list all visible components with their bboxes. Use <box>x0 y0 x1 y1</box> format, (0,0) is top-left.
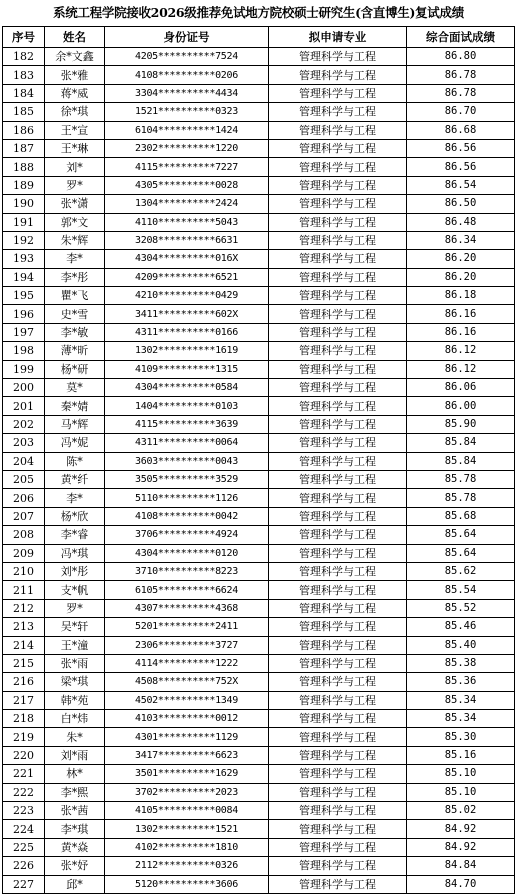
row-index: 215 <box>3 654 45 672</box>
row-name: 王*潼 <box>45 636 105 654</box>
row-id-number: 1302**********1619 <box>105 342 269 360</box>
row-name: 李*睿 <box>45 526 105 544</box>
row-name: 李* <box>45 250 105 268</box>
row-major: 管理科学与工程 <box>269 158 407 176</box>
row-id-number: 3208**********6631 <box>105 231 269 249</box>
row-name: 李*彤 <box>45 268 105 286</box>
row-id-number: 4102**********1810 <box>105 838 269 856</box>
row-name: 李*琪 <box>45 820 105 838</box>
row-score: 86.54 <box>407 176 515 194</box>
table-row <box>3 48 515 66</box>
row-major: 管理科学与工程 <box>269 213 407 231</box>
table-row <box>3 526 515 544</box>
row-major: 管理科学与工程 <box>269 195 407 213</box>
row-id-number: 1302**********1521 <box>105 820 269 838</box>
row-score: 86.48 <box>407 213 515 231</box>
row-major: 管理科学与工程 <box>269 379 407 397</box>
row-score: 85.62 <box>407 562 515 580</box>
row-name: 冯*妮 <box>45 434 105 452</box>
table-row <box>3 728 515 746</box>
row-score: 86.20 <box>407 250 515 268</box>
row-major: 管理科学与工程 <box>269 397 407 415</box>
row-name: 黄*焱 <box>45 838 105 856</box>
row-name: 罗* <box>45 176 105 194</box>
table-row <box>3 470 515 488</box>
row-id-number: 4110**********5043 <box>105 213 269 231</box>
table-row <box>3 379 515 397</box>
row-major: 管理科学与工程 <box>269 654 407 672</box>
table-row <box>3 84 515 102</box>
row-index: 216 <box>3 673 45 691</box>
row-major: 管理科学与工程 <box>269 765 407 783</box>
row-id-number: 2112**********0326 <box>105 857 269 875</box>
table-row <box>3 673 515 691</box>
row-id-number: 2306**********3727 <box>105 636 269 654</box>
row-id-number: 1404**********0103 <box>105 397 269 415</box>
table-row <box>3 213 515 231</box>
row-name: 薄*昕 <box>45 342 105 360</box>
row-id-number: 4305**********0028 <box>105 176 269 194</box>
table-row <box>3 360 515 378</box>
row-id-number: 3710**********8223 <box>105 562 269 580</box>
row-name: 朱* <box>45 728 105 746</box>
row-index: 196 <box>3 305 45 323</box>
table-row <box>3 618 515 636</box>
row-name: 李*熙 <box>45 783 105 801</box>
row-major: 管理科学与工程 <box>269 323 407 341</box>
row-id-number: 4108**********0042 <box>105 507 269 525</box>
row-name: 杨*欣 <box>45 507 105 525</box>
row-index: 189 <box>3 176 45 194</box>
row-score: 85.02 <box>407 802 515 820</box>
table-row <box>3 452 515 470</box>
row-major: 管理科学与工程 <box>269 250 407 268</box>
row-major: 管理科学与工程 <box>269 470 407 488</box>
row-major: 管理科学与工程 <box>269 507 407 525</box>
row-index: 204 <box>3 452 45 470</box>
table-row <box>3 231 515 249</box>
row-index: 221 <box>3 765 45 783</box>
row-name: 冯*琪 <box>45 544 105 562</box>
row-id-number: 4502**********1349 <box>105 691 269 709</box>
row-major: 管理科学与工程 <box>269 875 407 893</box>
header-name: 姓名 <box>45 27 105 48</box>
row-name: 史*雪 <box>45 305 105 323</box>
row-index: 190 <box>3 195 45 213</box>
row-index: 186 <box>3 121 45 139</box>
row-score: 84.92 <box>407 820 515 838</box>
row-index: 213 <box>3 618 45 636</box>
row-id-number: 4301**********1129 <box>105 728 269 746</box>
row-id-number: 4210**********0429 <box>105 287 269 305</box>
row-name: 王*宣 <box>45 121 105 139</box>
row-index: 218 <box>3 710 45 728</box>
table-row <box>3 802 515 820</box>
row-id-number: 4115**********3639 <box>105 415 269 433</box>
row-index: 201 <box>3 397 45 415</box>
row-major: 管理科学与工程 <box>269 746 407 764</box>
table-row <box>3 599 515 617</box>
header-score: 综合面试成绩 <box>407 27 515 48</box>
row-name: 张*雅 <box>45 66 105 84</box>
row-index: 187 <box>3 139 45 157</box>
row-major: 管理科学与工程 <box>269 415 407 433</box>
table-body <box>3 48 515 894</box>
row-major: 管理科学与工程 <box>269 783 407 801</box>
table-row <box>3 397 515 415</box>
table-row <box>3 746 515 764</box>
row-score: 86.78 <box>407 84 515 102</box>
row-name: 张*茜 <box>45 802 105 820</box>
row-score: 84.92 <box>407 838 515 856</box>
row-score: 86.16 <box>407 323 515 341</box>
row-score: 85.10 <box>407 783 515 801</box>
row-index: 208 <box>3 526 45 544</box>
row-index: 193 <box>3 250 45 268</box>
table-row <box>3 121 515 139</box>
table-header-row <box>3 27 515 48</box>
score-table <box>2 26 515 894</box>
row-score: 85.90 <box>407 415 515 433</box>
row-index: 197 <box>3 323 45 341</box>
row-score: 85.40 <box>407 636 515 654</box>
row-id-number: 4115**********7227 <box>105 158 269 176</box>
header-id-number: 身份证号 <box>105 27 269 48</box>
header-major: 拟申请专业 <box>269 27 407 48</box>
row-major: 管理科学与工程 <box>269 838 407 856</box>
row-score: 85.52 <box>407 599 515 617</box>
row-score: 85.34 <box>407 691 515 709</box>
row-score: 85.16 <box>407 746 515 764</box>
row-major: 管理科学与工程 <box>269 691 407 709</box>
row-index: 212 <box>3 599 45 617</box>
row-major: 管理科学与工程 <box>269 452 407 470</box>
row-name: 莫* <box>45 379 105 397</box>
row-name: 陈* <box>45 452 105 470</box>
row-score: 85.64 <box>407 526 515 544</box>
row-index: 224 <box>3 820 45 838</box>
row-name: 林* <box>45 765 105 783</box>
row-major: 管理科学与工程 <box>269 802 407 820</box>
row-score: 85.34 <box>407 710 515 728</box>
row-score: 85.30 <box>407 728 515 746</box>
row-index: 199 <box>3 360 45 378</box>
row-index: 195 <box>3 287 45 305</box>
table-row <box>3 139 515 157</box>
row-name: 杨*研 <box>45 360 105 378</box>
row-score: 85.78 <box>407 470 515 488</box>
row-major: 管理科学与工程 <box>269 434 407 452</box>
row-score: 86.00 <box>407 397 515 415</box>
row-name: 马*辉 <box>45 415 105 433</box>
row-score: 86.34 <box>407 231 515 249</box>
row-index: 217 <box>3 691 45 709</box>
table-row <box>3 342 515 360</box>
row-id-number: 3702**********2023 <box>105 783 269 801</box>
row-index: 182 <box>3 48 45 66</box>
row-major: 管理科学与工程 <box>269 84 407 102</box>
table-row <box>3 562 515 580</box>
row-score: 86.12 <box>407 360 515 378</box>
row-major: 管理科学与工程 <box>269 342 407 360</box>
table-row <box>3 838 515 856</box>
row-major: 管理科学与工程 <box>269 636 407 654</box>
row-index: 203 <box>3 434 45 452</box>
row-major: 管理科学与工程 <box>269 673 407 691</box>
row-name: 邱* <box>45 875 105 893</box>
table-row <box>3 434 515 452</box>
table-row <box>3 636 515 654</box>
row-score: 86.56 <box>407 139 515 157</box>
row-score: 86.20 <box>407 268 515 286</box>
row-id-number: 4103**********0012 <box>105 710 269 728</box>
table-row <box>3 783 515 801</box>
row-name: 李* <box>45 489 105 507</box>
row-id-number: 3706**********4924 <box>105 526 269 544</box>
table-row <box>3 158 515 176</box>
row-score: 84.70 <box>407 875 515 893</box>
row-score: 85.36 <box>407 673 515 691</box>
row-index: 209 <box>3 544 45 562</box>
row-id-number: 5201**********2411 <box>105 618 269 636</box>
table-row <box>3 268 515 286</box>
row-index: 194 <box>3 268 45 286</box>
row-name: 蒋*威 <box>45 84 105 102</box>
row-major: 管理科学与工程 <box>269 820 407 838</box>
row-major: 管理科学与工程 <box>269 728 407 746</box>
row-id-number: 1521**********0323 <box>105 103 269 121</box>
row-major: 管理科学与工程 <box>269 544 407 562</box>
row-name: 梁*琪 <box>45 673 105 691</box>
row-name: 吴*轩 <box>45 618 105 636</box>
table-row <box>3 820 515 838</box>
header-index: 序号 <box>3 27 45 48</box>
row-index: 205 <box>3 470 45 488</box>
row-score: 86.18 <box>407 287 515 305</box>
table-row <box>3 765 515 783</box>
row-major: 管理科学与工程 <box>269 66 407 84</box>
row-score: 86.06 <box>407 379 515 397</box>
row-index: 192 <box>3 231 45 249</box>
row-id-number: 4307**********4368 <box>105 599 269 617</box>
row-name: 刘*雨 <box>45 746 105 764</box>
row-major: 管理科学与工程 <box>269 231 407 249</box>
row-index: 184 <box>3 84 45 102</box>
row-score: 86.80 <box>407 48 515 66</box>
row-index: 220 <box>3 746 45 764</box>
row-score: 86.50 <box>407 195 515 213</box>
row-id-number: 3417**********6623 <box>105 746 269 764</box>
row-score: 85.78 <box>407 489 515 507</box>
row-score: 86.12 <box>407 342 515 360</box>
row-major: 管理科学与工程 <box>269 305 407 323</box>
row-score: 85.68 <box>407 507 515 525</box>
row-score: 86.68 <box>407 121 515 139</box>
row-score: 86.70 <box>407 103 515 121</box>
row-id-number: 6105**********6624 <box>105 581 269 599</box>
table-row <box>3 305 515 323</box>
row-id-number: 1304**********2424 <box>105 195 269 213</box>
table-row <box>3 710 515 728</box>
row-name: 瞿*飞 <box>45 287 105 305</box>
row-id-number: 4304**********0120 <box>105 544 269 562</box>
row-index: 200 <box>3 379 45 397</box>
row-score: 85.54 <box>407 581 515 599</box>
row-id-number: 4209**********6521 <box>105 268 269 286</box>
page-title: 系统工程学院接收2026级推荐免试地方院校硕士研究生(含直博生)复试成绩 <box>53 5 464 20</box>
row-id-number: 3603**********0043 <box>105 452 269 470</box>
row-major: 管理科学与工程 <box>269 48 407 66</box>
row-name: 韩*苑 <box>45 691 105 709</box>
row-score: 85.84 <box>407 434 515 452</box>
row-score: 85.84 <box>407 452 515 470</box>
row-name: 黄*纤 <box>45 470 105 488</box>
row-name: 郭*文 <box>45 213 105 231</box>
row-id-number: 2302**********1220 <box>105 139 269 157</box>
row-major: 管理科学与工程 <box>269 489 407 507</box>
row-id-number: 6104**********1424 <box>105 121 269 139</box>
row-id-number: 4109**********1315 <box>105 360 269 378</box>
row-index: 219 <box>3 728 45 746</box>
row-index: 225 <box>3 838 45 856</box>
row-name: 罗* <box>45 599 105 617</box>
row-id-number: 4304**********016X <box>105 250 269 268</box>
row-index: 207 <box>3 507 45 525</box>
row-index: 202 <box>3 415 45 433</box>
row-name: 张*妤 <box>45 857 105 875</box>
table-row <box>3 544 515 562</box>
row-major: 管理科学与工程 <box>269 599 407 617</box>
row-name: 王*琳 <box>45 139 105 157</box>
row-id-number: 3304**********4434 <box>105 84 269 102</box>
row-major: 管理科学与工程 <box>269 287 407 305</box>
table-row <box>3 691 515 709</box>
row-id-number: 4311**********0064 <box>105 434 269 452</box>
row-major: 管理科学与工程 <box>269 360 407 378</box>
row-major: 管理科学与工程 <box>269 581 407 599</box>
row-score: 86.16 <box>407 305 515 323</box>
row-name: 余*文鑫 <box>45 48 105 66</box>
row-name: 刘* <box>45 158 105 176</box>
table-row <box>3 875 515 893</box>
row-name: 徐*琪 <box>45 103 105 121</box>
row-score: 86.78 <box>407 66 515 84</box>
table-row <box>3 323 515 341</box>
row-id-number: 3501**********1629 <box>105 765 269 783</box>
row-name: 张*潇 <box>45 195 105 213</box>
row-major: 管理科学与工程 <box>269 268 407 286</box>
row-major: 管理科学与工程 <box>269 526 407 544</box>
row-index: 183 <box>3 66 45 84</box>
row-score: 85.64 <box>407 544 515 562</box>
table-row <box>3 415 515 433</box>
row-major: 管理科学与工程 <box>269 857 407 875</box>
row-major: 管理科学与工程 <box>269 176 407 194</box>
row-major: 管理科学与工程 <box>269 562 407 580</box>
row-index: 214 <box>3 636 45 654</box>
row-name: 张*雨 <box>45 654 105 672</box>
row-name: 朱*辉 <box>45 231 105 249</box>
row-name: 李*敏 <box>45 323 105 341</box>
row-id-number: 4205**********7524 <box>105 48 269 66</box>
row-index: 222 <box>3 783 45 801</box>
row-major: 管理科学与工程 <box>269 121 407 139</box>
row-id-number: 5120**********3606 <box>105 875 269 893</box>
row-id-number: 5110**********1126 <box>105 489 269 507</box>
row-major: 管理科学与工程 <box>269 103 407 121</box>
row-index: 206 <box>3 489 45 507</box>
table-row <box>3 176 515 194</box>
row-index: 185 <box>3 103 45 121</box>
table-row <box>3 507 515 525</box>
table-row <box>3 195 515 213</box>
row-index: 198 <box>3 342 45 360</box>
row-id-number: 3411**********602X <box>105 305 269 323</box>
row-name: 白*炜 <box>45 710 105 728</box>
table-row <box>3 103 515 121</box>
row-id-number: 3505**********3529 <box>105 470 269 488</box>
row-index: 210 <box>3 562 45 580</box>
row-index: 223 <box>3 802 45 820</box>
table-row <box>3 287 515 305</box>
row-major: 管理科学与工程 <box>269 710 407 728</box>
row-score: 85.46 <box>407 618 515 636</box>
row-major: 管理科学与工程 <box>269 139 407 157</box>
row-id-number: 4304**********0584 <box>105 379 269 397</box>
table-row <box>3 581 515 599</box>
row-score: 85.10 <box>407 765 515 783</box>
table-row <box>3 654 515 672</box>
row-name: 秦*婧 <box>45 397 105 415</box>
row-index: 226 <box>3 857 45 875</box>
row-name: 刘*彤 <box>45 562 105 580</box>
row-score: 84.84 <box>407 857 515 875</box>
row-id-number: 4508**********752X <box>105 673 269 691</box>
row-score: 85.38 <box>407 654 515 672</box>
row-major: 管理科学与工程 <box>269 618 407 636</box>
table-row <box>3 66 515 84</box>
row-id-number: 4114**********1222 <box>105 654 269 672</box>
row-id-number: 4105**********0084 <box>105 802 269 820</box>
table-row <box>3 250 515 268</box>
row-name: 支*帆 <box>45 581 105 599</box>
row-index: 227 <box>3 875 45 893</box>
row-score: 86.56 <box>407 158 515 176</box>
row-index: 188 <box>3 158 45 176</box>
table-row <box>3 857 515 875</box>
row-index: 211 <box>3 581 45 599</box>
table-row <box>3 489 515 507</box>
row-id-number: 4311**********0166 <box>105 323 269 341</box>
row-id-number: 4108**********0206 <box>105 66 269 84</box>
row-index: 191 <box>3 213 45 231</box>
